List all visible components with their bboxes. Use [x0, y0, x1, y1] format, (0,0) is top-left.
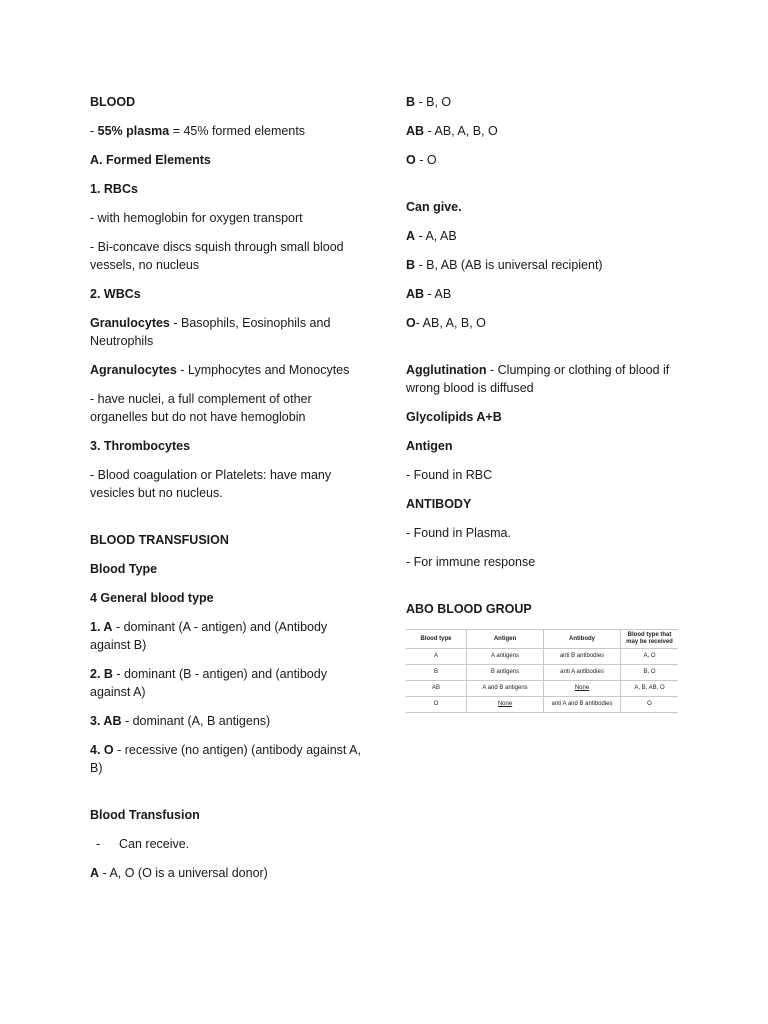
plasma-line [90, 122, 370, 140]
receive-o-desc: - O [415, 153, 437, 167]
table-cell: B, O [621, 665, 679, 681]
give-ab-label: AB [406, 287, 425, 301]
table-row [406, 665, 678, 681]
receive-o-label: O [406, 153, 416, 167]
receive-b-label: B [406, 95, 416, 109]
table-cell: anti A antibodies [544, 665, 621, 681]
table-cell: A and B antigens [467, 681, 544, 697]
transfusion-subheading: Blood Transfusion [90, 808, 200, 822]
table-row [406, 697, 678, 713]
abo-table [406, 629, 678, 713]
granulocytes-desc: - Basophils, Eosinophils and Neutrophils [90, 316, 331, 348]
granulocytes-term: Granulocytes [90, 316, 170, 330]
transfusion-title: BLOOD TRANSFUSION [90, 533, 229, 547]
type-ab-desc: - dominant (A, B antigens) [121, 714, 271, 728]
receive-b-line [406, 93, 691, 111]
antibody-line-1: - Found in Plasma. [406, 526, 511, 540]
wbcs-heading: 2. WBCs [90, 287, 141, 301]
receive-o-line [406, 151, 691, 169]
table-cell: B antigens [467, 665, 544, 681]
receive-a-label: A [90, 866, 100, 880]
agglutination-line [406, 361, 691, 397]
agglutination-term: Agglutination [406, 363, 487, 377]
can-give-heading: Can give. [406, 200, 462, 214]
agglutination-desc: - Clumping or clothing of blood if wrong blood is diffused [406, 363, 670, 395]
abo-title: ABO BLOOD GROUP [406, 602, 532, 616]
antibody-line-2: - For immune response [406, 555, 536, 569]
spacer [406, 582, 691, 600]
receive-b-desc: - B, O [415, 95, 452, 109]
table-cell: A, O [621, 649, 679, 665]
give-b-label: B [406, 258, 416, 272]
general-types-heading: 4 General blood type [90, 591, 214, 605]
glycolipids-heading: Glycolipids A+B [406, 410, 502, 424]
give-o-desc: - AB, A, B, O [415, 316, 486, 330]
table-cell: anti B antibodies [544, 649, 621, 665]
type-ab-line [90, 712, 370, 730]
give-b-desc: - B, AB (AB is universal recipient) [415, 258, 603, 272]
give-ab-line [406, 285, 691, 303]
plasma-prefix: - [90, 124, 98, 138]
spacer [406, 180, 691, 198]
antibody-heading: ANTIBODY [406, 497, 472, 511]
type-o-line [90, 741, 370, 777]
receive-ab-line [406, 122, 691, 140]
rbcs-heading: 1. RBCs [90, 182, 138, 196]
type-a-line [90, 618, 370, 654]
give-o-label: O [406, 316, 416, 330]
plasma-bold: 55% plasma [97, 124, 170, 138]
type-o-desc: - recessive (no antigen) (antibody against A, B) [90, 743, 361, 775]
type-a-label: 1. A [90, 620, 113, 634]
agranulocytes-term: Agranulocytes [90, 363, 177, 377]
table-cell: O [621, 697, 679, 713]
table-cell: A antigens [467, 649, 544, 665]
table-cell: B [406, 665, 467, 681]
antigen-line: - Found in RBC [406, 468, 493, 482]
granulocytes-line [90, 314, 370, 350]
receive-ab-label: AB [406, 124, 425, 138]
table-row [406, 681, 678, 697]
spacer [90, 788, 370, 806]
receive-ab-desc: - AB, A, B, O [424, 124, 498, 138]
nuclei-line: - have nuclei, a full complement of other organelles but do not have hemoglobin [90, 392, 312, 424]
rbcs-line-2: - Bi-concave discs squish through small blood vessels, no nucleus [90, 240, 344, 272]
table-header: Blood type that may be received [621, 630, 679, 649]
left-column [90, 93, 370, 893]
type-b-line [90, 665, 370, 701]
table-cell: anti A and B antibodies [544, 697, 621, 713]
plasma-rest: = 45% formed elements [169, 124, 306, 138]
table-cell: None [467, 697, 544, 713]
formed-elements-heading: A. Formed Elements [90, 153, 211, 167]
give-o-line [406, 314, 691, 332]
table-header-row [406, 630, 678, 649]
thrombocytes-line: - Blood coagulation or Platelets: have many vesicles but no nucleus. [90, 468, 332, 500]
can-receive-line [90, 835, 370, 853]
spacer [406, 343, 691, 361]
blood-type-heading: Blood Type [90, 562, 158, 576]
table-cell: None [544, 681, 621, 697]
give-a-label: A [406, 229, 416, 243]
table-header: Antigen [467, 630, 544, 649]
give-a-line [406, 227, 691, 245]
receive-a-line [90, 864, 370, 882]
table-header: Antibody [544, 630, 621, 649]
type-b-label: 2. B [90, 667, 113, 681]
right-column [406, 93, 691, 713]
antigen-heading: Antigen [406, 439, 453, 453]
table-cell: A [406, 649, 467, 665]
give-a-desc: - A, AB [415, 229, 457, 243]
give-b-line [406, 256, 691, 274]
agranulocytes-desc: - Lymphocytes and Monocytes [176, 363, 350, 377]
give-ab-desc: - AB [424, 287, 452, 301]
agranulocytes-line [90, 361, 370, 379]
type-a-desc: - dominant (A - antigen) and (Antibody against B) [90, 620, 328, 652]
type-b-desc: - dominant (B - antigen) and (antibody against A) [90, 667, 327, 699]
type-o-label: 4. O [90, 743, 114, 757]
table-cell: AB [406, 681, 467, 697]
table-cell: A, B, AB, O [621, 681, 679, 697]
blood-title: BLOOD [90, 95, 136, 109]
table-header: Blood type [406, 630, 467, 649]
rbcs-line-1: - with hemoglobin for oxygen transport [90, 211, 303, 225]
spacer [90, 513, 370, 531]
type-ab-label: 3. AB [90, 714, 122, 728]
thrombocytes-heading: 3. Thrombocytes [90, 439, 191, 453]
table-row [406, 649, 678, 665]
list-dash: - [96, 837, 101, 851]
table-cell: O [406, 697, 467, 713]
can-receive-text: Can receive. [119, 837, 190, 851]
receive-a-desc: - A, O (O is a universal donor) [99, 866, 268, 880]
